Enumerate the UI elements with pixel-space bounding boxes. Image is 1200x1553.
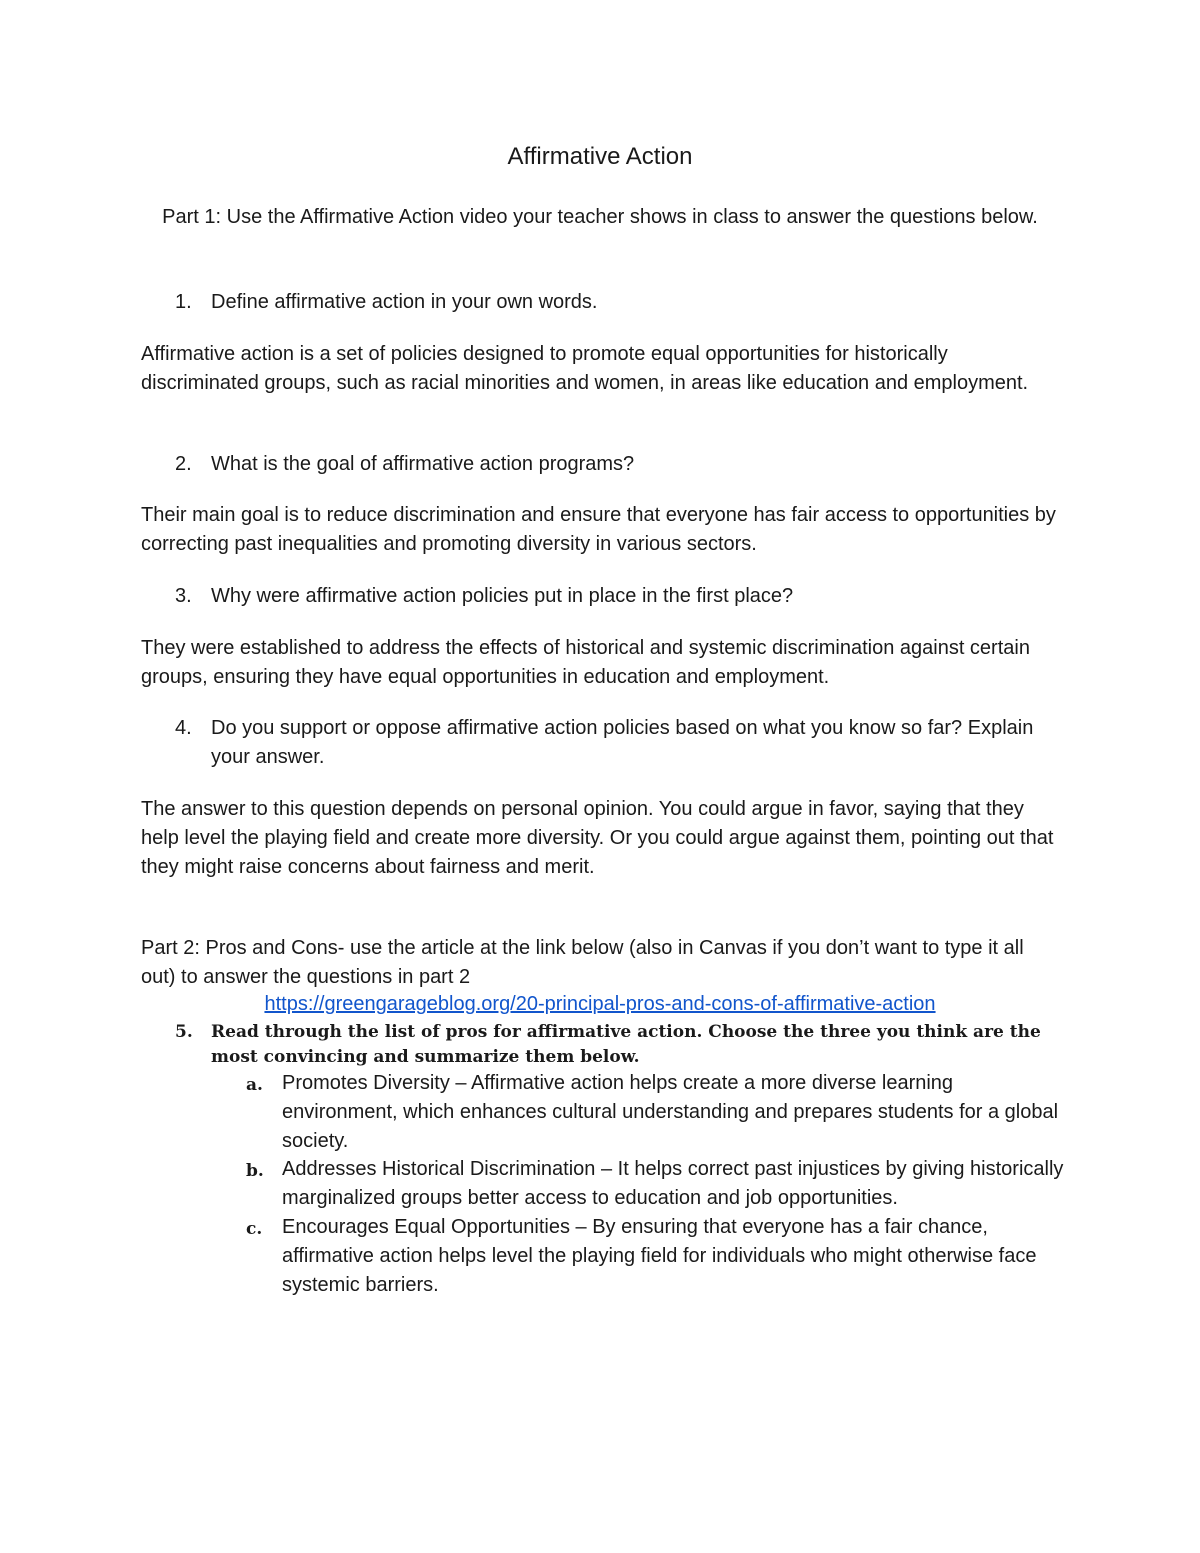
list-letter: b. [246, 1161, 264, 1181]
question-3 [175, 582, 1055, 611]
pro-item-c [246, 1213, 1066, 1300]
question-text: Read through the list of pros for affirmative action. Choose the three you think are the most convincing and summarize them below. [211, 1022, 1041, 1067]
answer-4: The answer to this question depends on personal opinion. You could argue in favor, saying that they help level the playing field and create more diversity. Or you could argue against them, pointing out that they might raise concerns about fairness and merit. [141, 798, 1054, 878]
answer-3: They were established to address the effects of historical and systemic discrimination against certain groups, ensuring they have equal opportunities in education and employment. [141, 637, 1030, 688]
list-letter: c. [246, 1219, 263, 1239]
document-title: Affirmative Action [507, 143, 693, 170]
question-text: Define affirmative action in your own words. [211, 291, 598, 313]
question-number: 5. [175, 1022, 193, 1042]
pro-text: Promotes Diversity – Affirmative action helps create a more diverse learning environment, which enhances cultural understanding and prepares students for a global society. [282, 1072, 1059, 1152]
question-number: 2. [175, 453, 192, 475]
question-1 [175, 288, 1055, 317]
question-5 [175, 1020, 1065, 1070]
question-2 [175, 450, 1055, 479]
part1-intro: Part 1: Use the Affirmative Action video your teacher shows in class to answer the questions below. [162, 206, 1038, 228]
pro-text: Encourages Equal Opportunities – By ensuring that everyone has a fair chance, affirmative action helps level the playing field for individuals who might otherwise face systemic barriers. [282, 1216, 1037, 1296]
question-4 [175, 714, 1055, 772]
article-link[interactable]: https://greengarageblog.org/20-principal-pros-and-cons-of-affirmative-action [264, 993, 936, 1015]
pro-item-b [246, 1155, 1066, 1213]
question-text: Do you support or oppose affirmative action policies based on what you know so far? Explain your answer. [211, 717, 1034, 768]
question-number: 3. [175, 585, 192, 607]
part2-intro: Part 2: Pros and Cons- use the article at the link below (also in Canvas if you don’t want to type it all out) to answer the questions in part 2 [141, 937, 1024, 988]
answer-2: Their main goal is to reduce discrimination and ensure that everyone has fair access to opportunities by correcting past inequalities and promoting diversity in various sectors. [141, 504, 1056, 555]
question-text: What is the goal of affirmative action programs? [211, 453, 635, 475]
question-number: 1. [175, 291, 192, 313]
answer-1: Affirmative action is a set of policies designed to promote equal opportunities for historically discriminated groups, such as racial minorities and women, in areas like education and employment. [141, 343, 1029, 394]
question-number: 4. [175, 717, 192, 739]
question-text: Why were affirmative action policies put in place in the first place? [211, 585, 794, 607]
pro-text: Addresses Historical Discrimination – It helps correct past injustices by giving historically marginalized groups better access to education and job opportunities. [282, 1158, 1064, 1209]
list-letter: a. [246, 1075, 263, 1095]
pro-item-a [246, 1069, 1066, 1156]
